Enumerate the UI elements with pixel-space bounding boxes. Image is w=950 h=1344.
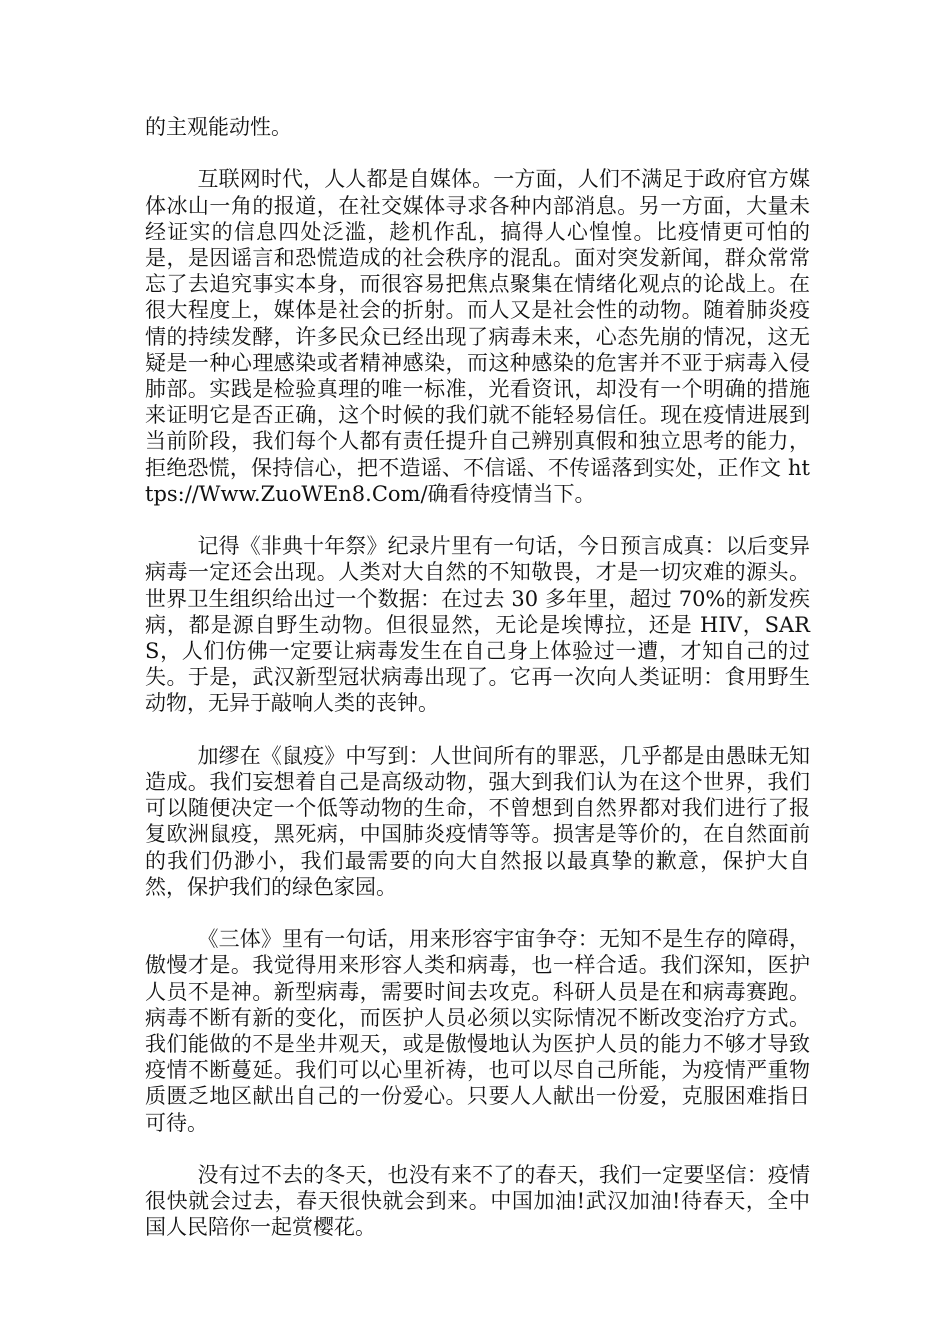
paragraph-three-body: 《三体》里有一句话，用来形容宇宙争夺：无知不是生存的障碍，傲慢才是。我觉得用来形容人类和病毒，也一样合适。我们深知，医护人员不是神。新型病毒，需要时间去攻克。科研人员是在和病毒赛跑。病毒不断有新的变化，而医护人员必须以实际情况不断改变治疗方式。我们能做的不是坐井观天，或是傲慢地认为医护人员的能力不够才导致疫情不断蔓延。我们可以心里祈祷，也可以尽自己所能，为疫情严重物质匮乏地区献出自己的一份爱心。只要人人献出一份爱，克服困难指日可待。 [145,927,810,1135]
paragraph-continuation: 的主观能动性。 [145,115,292,139]
paragraph-self-media: 互联网时代，人人都是自媒体。一方面，人们不满足于政府官方媒体冰山一角的报道，在社交媒体寻求各种内部消息。另一方面，大量未经证实的信息四处泛滥，趁机作乱，搞得人心惶惶。比疫情更可怕的是，是因谣言和恐慌造成的社会秩序的混乱。面对突发新闻，群众常常忘了去追究事实本身，而很容易把焦点聚集在情绪化观点的论战上。在很大程度上，媒体是社会的折射。而人又是社会性的动物。随着肺炎疫情的持续发酵，许多民众已经出现了病毒未来，心态先崩的情况，这无疑是一种心理感染或者精神感染，而这种感染的危害并不亚于病毒入侵肺部。实践是检验真理的唯一标准，光看资讯，却没有一个明确的措施来证明它是否正确，这个时候的我们就不能轻易信任。现在疫情进展到当前阶段，我们每个人都有责任提升自己辨别真假和独立思考的能力，拒绝恐慌，保持信心，把不造谣、不信谣、不传谣落到实处，正作文 https://Www.ZuoWEn8.Com/确看待疫情当下。 [145,167,810,506]
paragraph-conclusion: 没有过不去的冬天，也没有来不了的春天，我们一定要坚信：疫情很快就会过去，春天很快就会到来。中国加油!武汉加油!待春天，全中国人民陪你一起赏樱花。 [145,1163,810,1240]
paragraph-sars-documentary: 记得《非典十年祭》纪录片里有一句话，今日预言成真：以后变异病毒一定还会出现。人类对大自然的不知敬畏，才是一切灾难的源头。世界卫生组织给出过一个数据：在过去 30 多年里，超过 70%的新发疾病，都是源自野生动物。但很显然，无论是埃博拉，还是 HIV，SARS，人们仿佛一定要让病毒发生在自己身上体验过一遭，才知自己的过失。于是，武汉新型冠状病毒出现了。它再一次向人类证明：食用野生动物，无异于敲响人类的丧钟。 [145,534,810,716]
document-body [145,114,810,1241]
paragraph-camus-plague: 加缪在《鼠疫》中写到：人世间所有的罪恶，几乎都是由愚昧无知造成。我们妄想着自己是高级动物，强大到我们认为在这个世界，我们可以随便决定一个低等动物的生命，不曾想到自然界都对我们进行了报复欧洲鼠疫，黑死病，中国肺炎疫情等等。损害是等价的，在自然面前的我们仍渺小，我们最需要的向大自然报以最真挚的歉意，保护大自然，保护我们的绿色家园。 [145,743,810,899]
